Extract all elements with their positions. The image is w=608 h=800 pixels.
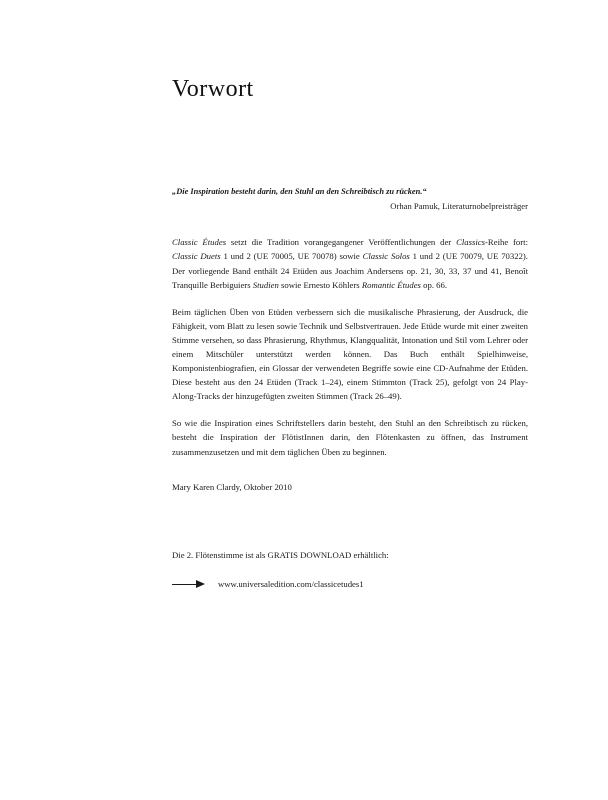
paragraph-3: So wie die Inspiration eines Schriftstellers darin besteht, den Stuhl an den Schreibtisch zu rücken, besteht die Inspiration der FlötistInnen darin, den Flötenkasten zu öffnen, das Instrument zusammenzusetzen und mit dem täglichen Üben zu beginnen.: [172, 418, 528, 457]
page-content: [172, 0, 528, 589]
epigraph-attribution: Orhan Pamuk, Literaturnobelpreisträger: [390, 201, 528, 212]
arrow-right-icon: [172, 580, 206, 589]
download-note: Die 2. Flötenstimme ist als GRATIS DOWNLOAD erhältlich:: [172, 549, 389, 560]
epigraph-block: [172, 185, 528, 213]
paragraph-2: Beim täglichen Üben von Etüden verbessern sich die musikalische Phrasierung, der Ausdruck, die Fähigkeit, vom Blatt zu lesen sowie Technik und Selbstvertrauen. Jede Etüde wurde mit einer zweiten Stimme versehen, so dass Phrasierung, Rhythmus, Klangqualität, Intonation und Stil vom Lehrer oder einem Mitschüler unterstützt werden können. Das Buch enthält Spielhinweise, Komponistenbiografien, ein Glossar der verwendeten Begriffe sowie eine CD-Aufnahme der Etüden. Diese besteht aus den 24 Etüden (Track 1–24), einem Stimmton (Track 25), gefolgt von 24 Play-Along-Tracks der hinzugefügten zweiten Stimmen (Track 26–49).: [172, 306, 528, 402]
paragraph-1: Classic Études setzt die Tradition vorangegangener Veröffentlichungen der Classics-Reihe fort: Classic Duets 1 und 2 (UE 70005, UE 70078) sowie Classic Solos 1 und 2 (UE 70079, UE 70322). Der vorliegende Band enthält 24 Etüden aus Joachim Andersens op. 21, 30, 33, 37 und 41, Benoît Tranquille Berbiguiers Studien sowie Ernesto Köhlers Romantic Études op. 66.: [172, 237, 528, 290]
author-signature: Mary Karen Clardy, Oktober 2010: [172, 481, 292, 492]
download-url-link[interactable]: www.universaledition.com/classicetudes1: [218, 579, 364, 590]
page-title: Vorwort: [172, 76, 254, 102]
epigraph-quote: „Die Inspiration besteht darin, den Stuhl an den Schreibtisch zu rücken.“: [172, 187, 427, 196]
download-link-row[interactable]: [172, 579, 528, 589]
